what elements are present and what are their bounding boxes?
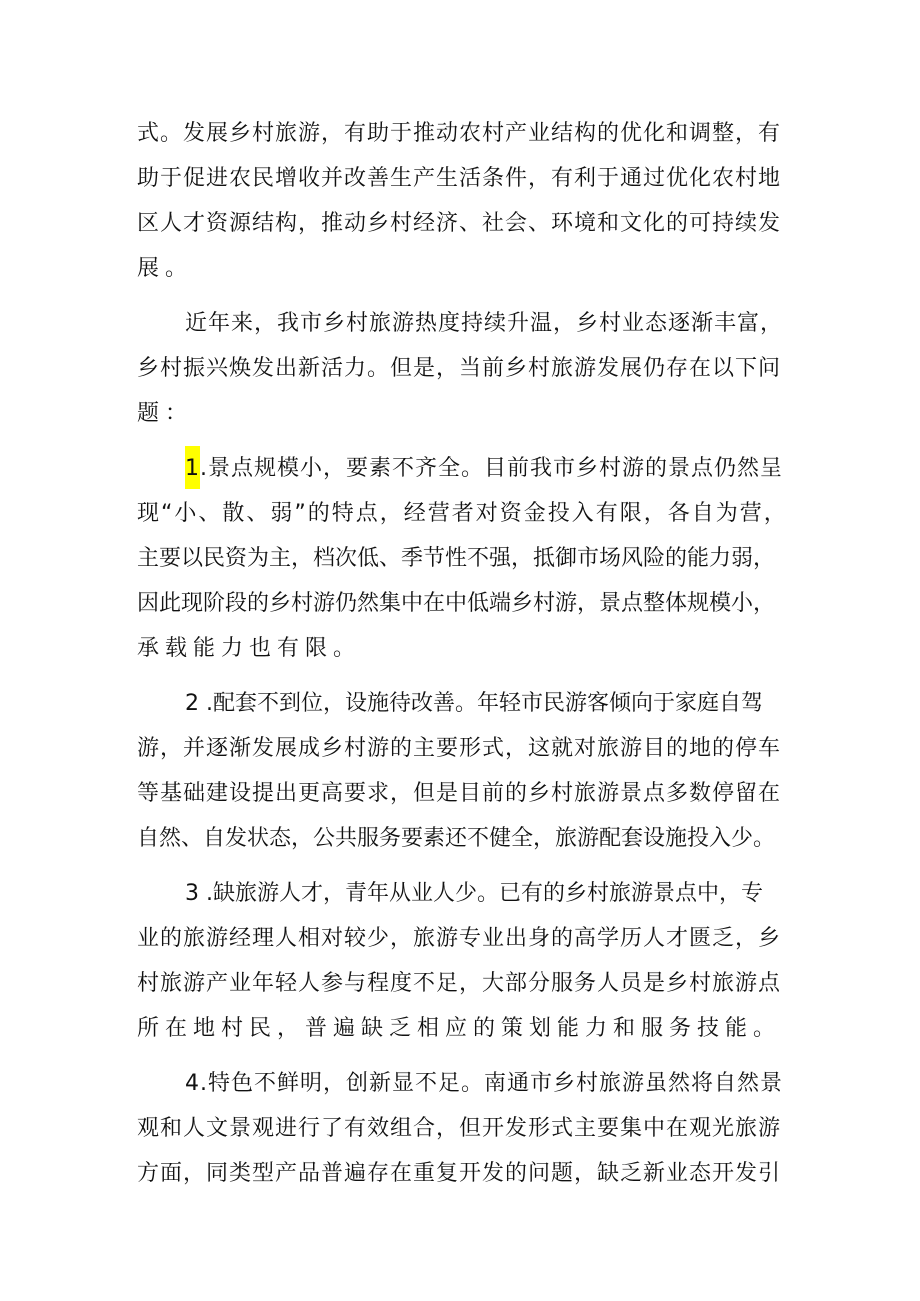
text-line: 式。发展乡村旅游，有助于推动农村产业结构的优化和调整，有 <box>137 121 782 146</box>
text-line: 方面，同类型产品普遍存在重复开发的问题，缺乏新业态开发引 <box>137 1161 782 1186</box>
text-line: 近年来，我市乡村旅游热度持续升温，乡村业态逐渐丰富， <box>185 311 784 336</box>
text-line: 承载能力也有限。 <box>137 636 362 661</box>
text-line: 等基础建设提出更高要求，但是目前的乡村旅游景点多数停留在 <box>137 781 782 806</box>
text-line: 观和人文景观进行了有效组合，但开发形式主要集中在观光旅游 <box>137 1116 782 1141</box>
item-1-first-line <box>185 454 783 484</box>
text-line: 现“小、散、弱”的特点，经营者对资金投入有限，各自为营， <box>137 501 788 526</box>
text-line: 因此现阶段的乡村游仍然集中在中低端乡村游，景点整体规模小， <box>137 591 776 616</box>
item-1-heading-text: .景点规模小，要素不齐全。目前我市乡村游的景点仍然呈 <box>200 456 783 481</box>
text-line: 所在地村民，普遍缺乏相应的策划能力和服务技能。 <box>137 1016 782 1041</box>
text-line: 3 .缺旅游人才，青年从业人少。已有的乡村旅游景点中，专 <box>185 881 763 906</box>
text-line: 村旅游产业年轻人参与程度不足，大部分服务人员是乡村旅游点 <box>137 971 782 996</box>
text-line: 2 .配套不到位，设施待改善。年轻市民游客倾向于家庭自驾 <box>185 691 763 716</box>
text-line: 自然、自发状态，公共服务要素还不健全，旅游配套设施投入少。 <box>137 826 776 851</box>
text-line: 游，并逐渐发展成乡村游的主要形式，这就对旅游目的地的停车 <box>137 736 782 761</box>
text-line: 业的旅游经理人相对较少，旅游专业出身的高学历人才匮乏，乡 <box>137 926 782 951</box>
text-line: 4.特色不鲜明，创新显不足。南通市乡村旅游虽然将自然景 <box>185 1071 783 1096</box>
text-line: 区人才资源结构，推动乡村经济、社会、环境和文化的可持续发 <box>137 211 782 236</box>
text-line: 助于促进农民增收并改善生产生活条件，有利于通过优化农村地 <box>137 166 782 191</box>
text-line: 展。 <box>137 256 194 281</box>
highlighted-item-number: 1 <box>185 446 200 489</box>
text-line: 主要以民资为主，档次低、季节性不强，抵御市场风险的能力弱， <box>137 546 776 571</box>
text-line: 乡村振兴焕发出新活力。但是，当前乡村旅游发展仍存在以下问 <box>137 356 782 381</box>
text-line: 题： <box>137 401 194 426</box>
